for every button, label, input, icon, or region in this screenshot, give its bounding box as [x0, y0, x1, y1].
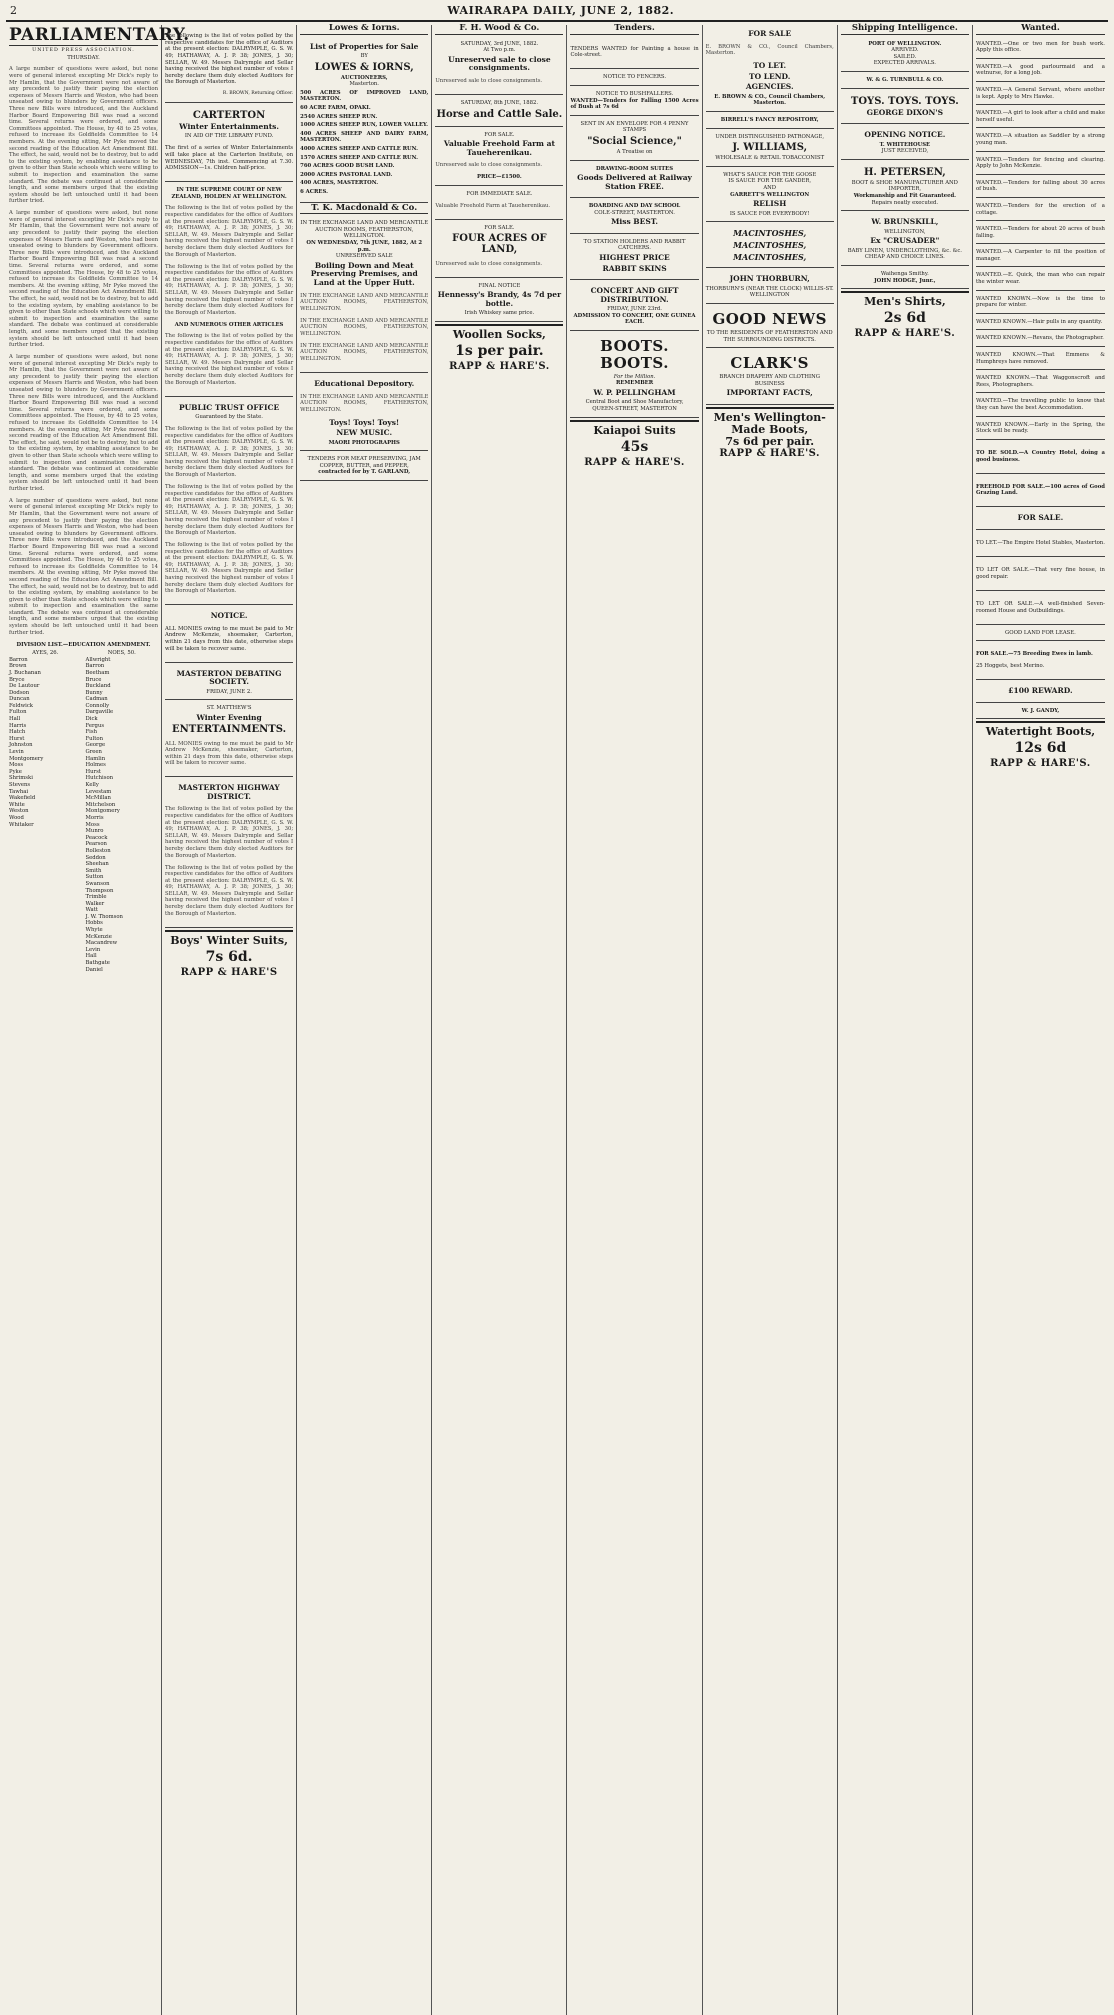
mens-shirts-ad: Men's Shirts, 2s 6d RAPP & HARE'S.	[841, 291, 969, 339]
column-wanted	[973, 25, 1108, 2015]
aye-name: Dodson	[9, 689, 30, 696]
wanted-ad: WANTED KNOWN.—Early in the Spring, the Stock will be ready.	[976, 419, 1105, 440]
parliamentary-report-cont2: A large number of questions were asked, but none were of general interest excepting Mr Dick's reply to Mr Hamlin, that the Government were not aware of any precedent to justify their paying the election expenses of Messrs Harris and Weston, who had been unseated owing to blunders by Government officers. Three new Bills were introduced, and the Auckland Harbor Board Empowering Bill was read a second time. Several returns were ordered, and some Committees appointed. The House, by 48 to 25 votes, refused to increase its Goldfields Committee to 14 members. At the evening sitting, Mr Pyke moved the second reading of the Education Act Amendment Bill. The effect, he said, would not be to destroy, but to add to the existing system, by enabling assistance to be given to other than State schools which were willing to submit to inspection and examination the same standard. The debate was continued at considerable length, and some members urged that the existing system should be left untouched until it had been further tried.	[9, 354, 158, 492]
no-name: McKenzie	[85, 933, 112, 940]
fencers-notice: NOTICE TO FENCERS.	[570, 71, 698, 86]
no-name: Daniel	[85, 966, 103, 973]
wanted-ad: WANTED KNOWN.—That Waggonscroft and Rees, Photographers.	[976, 372, 1105, 393]
column-notices	[162, 25, 297, 2015]
no-name: Hobbs	[85, 920, 103, 927]
division-list	[9, 650, 158, 973]
no-name: Smith	[85, 867, 102, 874]
no-name: Green	[85, 749, 102, 756]
boots-ad: BOOTS. BOOTS. For the Million. REMEMBER W. P. PELLINGHAM Central Boot and Shoe Manufactory, QUEEN-STREET, MASTERTON	[570, 333, 698, 418]
property-item: 1570 ACRES SHEEP AND CATTLE RUN.	[300, 154, 419, 161]
masthead-title: WAIRARAPA DAILY, JUNE 2, 1882.	[447, 4, 675, 17]
boys-suits-ad: Boys' Winter Suits, 7s 6d. RAPP & HARE'S	[165, 930, 293, 978]
aye-name: Harris	[9, 722, 27, 729]
no-name: Montgomery	[85, 808, 120, 815]
wanted-ad: WANTED.—A Carpenter to fill the position of manager.	[976, 246, 1105, 267]
good-news-ad: GOOD NEWS TO THE RESIDENTS OF FEATHERSTON AND THE SURROUNDING DISTRICTS.	[706, 306, 834, 348]
ayes-names	[9, 657, 82, 828]
aye-name: Shrimski	[9, 775, 33, 782]
no-name: Thompson	[85, 887, 114, 894]
ayes-label: AYES, 26.	[32, 650, 59, 657]
horse-cattle-sale: SATURDAY, 8th JUNE, 1882. Horse and Cattle Sale.	[435, 97, 563, 127]
no-name: J. W. Thomson	[85, 913, 123, 920]
column-lowes-iorns	[297, 25, 432, 2015]
woollen-socks-ad: Woollen Socks, 1s per pair. RAPP & HARE'S.	[435, 324, 563, 372]
painting-tender: TENDERS WANTED for Painting a house in Cole-street.	[570, 38, 698, 70]
wanted-ad: WANTED.—Tenders for falling about 30 acres of bush.	[976, 177, 1105, 198]
debating-ad: MASTERTON DEBATING SOCIETY. FRIDAY, JUNE 2.	[165, 665, 293, 701]
no-name: Morris	[85, 814, 104, 821]
day-heading: THURSDAY.	[67, 54, 100, 61]
tk-macdonald-heading: T. K. Macdonald & Co.	[300, 205, 428, 215]
property-item: 400 ACRES SHEEP AND DAIRY FARM, MASTERTON.	[300, 130, 429, 144]
port-arrivals: PORT OF WELLINGTON. ARRIVED. SAILED. EXPECTED ARRIVALS.	[841, 38, 969, 72]
noes-label: NOES, 50.	[107, 650, 136, 657]
educational-depository-ad: Educational Depository. IN THE EXCHANGE LAND AND MERCANTILE AUCTION ROOMS, FEATHERSTON, WELLINGTON. Toys! Toys! Toys! NEW MUSIC. MAORI PHOTOGRAPHS	[300, 375, 428, 451]
no-name: Sutton	[85, 874, 104, 881]
no-name: Bruce	[85, 676, 102, 683]
aye-name: Wood	[9, 814, 24, 821]
property-item: 2000 ACRES PASTORAL LAND.	[300, 171, 393, 178]
fh-wood-heading: F. H. Wood & Co.	[435, 25, 563, 35]
property-item: 400 ACRES, MASTERTON.	[300, 180, 379, 187]
parliamentary-heading: PARLIAMENTARY.	[9, 25, 190, 45]
monies-notice: NOTICE. ALL MONIES owing to me must be paid to Mr Andrew McKenzie, shoemaker, Carterton, within 21 days from this date, otherwise steps will be taken to recover same.	[165, 607, 293, 662]
aye-name: Wakefield	[9, 795, 36, 802]
no-name: Buckland	[85, 683, 111, 690]
property-item: 500 ACRES OF IMPROVED LAND, MASTERTON.	[300, 89, 429, 103]
no-name: Allwright	[85, 656, 111, 663]
let-or-sale: TO LET OR SALE.—That very fine house, in good repair.	[976, 559, 1105, 591]
column-shipping	[838, 25, 973, 2015]
no-name: Bathgate	[85, 960, 110, 967]
land-lease: GOOD LAND FOR LEASE.	[976, 627, 1105, 642]
boiling-down-ad: IN THE EXCHANGE LAND AND MERCANTILE AUCTION ROOMS, FEATHERSTON, WELLINGTON. ON WEDNESDAY, 7th JUNE, 1882, At 2 p.m. UNRESERVED SALE Boiling Down and Meat Preserving Premises, and Land at the Upper Hutt. IN THE EXCHANGE LAND AND MERCANTILE AUCTION ROOMS, FEATHERSTON, WELLINGTON. IN THE EXCHANGE LAND AND MERCANTILE AUCTION ROOMS, FEATHERSTON, WELLINGTON. IN THE EXCHANGE LAND AND MERCANTILE AUCTION ROOMS, FEATHERSTON, WELLINGTON.	[300, 217, 428, 373]
garland-ad: TENDERS FOR MEAT PRESERVING, JAM COPPER, BUTTER, and PEPPER, contracted for by T. GARLAND,	[300, 453, 428, 481]
no-name: Connolly	[85, 702, 110, 709]
no-name: Mitchelson	[85, 801, 116, 808]
no-name: Fish	[85, 729, 97, 736]
no-name: Fergus	[85, 722, 105, 729]
aye-name: Brown	[9, 663, 27, 670]
page-number: 2	[10, 4, 18, 17]
bushfallers-notice: NOTICE TO BUSHFALLERS. WANTED—Tenders for Falling 1500 Acres of Bush at 7s 6d	[570, 88, 698, 116]
properties-list: List of Properties for Sale BY LOWES & IORNS, AUCTIONEERS, Masterton. 500 ACRES OF IMPROVED LAND, MASTERTON. 60 ACRE FARM, OPAKI. 2540 ACRES SHEEP RUN. 1000 ACRES SHEEP RUN, LOWER VALLEY. 400 ACRES SHEEP AND DAIRY FARM, MASTERTON. 4000 ACRES SHEEP AND CATTLE RUN. 1570 ACRES SHEEP AND CATTLE RUN. 760 ACRES GOOD BUSH LAND. 2000 ACRES PASTORAL LAND. 400 ACRES, MASTERTON. 6 ACRES.	[300, 38, 428, 203]
no-name: Holmes	[85, 762, 106, 769]
no-name: Watt	[85, 907, 98, 914]
wanted-ad: WANTED.—Tenders for fencing and clearing. Apply to John McKenzie.	[976, 154, 1105, 175]
ayes-list	[9, 650, 82, 973]
rabbit-skins-ad: TO STATION HOLDERS AND RABBIT CATCHERS. HIGHEST PRICE RABBIT SKINS	[570, 236, 698, 280]
hodge-ad: Waihenga Smithy. JOHN HODGE, Junr.,	[841, 268, 969, 289]
gandy-ad: W. J. GANDY,	[976, 705, 1105, 720]
birrell-ad: BIRRELL'S FANCY REPOSITORY,	[706, 114, 834, 129]
wanted-heading: Wanted.	[976, 25, 1105, 35]
no-name: Hall	[85, 953, 97, 960]
four-acres-sale: FOR SALE. FOUR ACRES OF LAND, Unreserved sale to close consignments.	[435, 222, 563, 278]
property-item: 4000 ACRES SHEEP AND CATTLE RUN.	[300, 146, 419, 153]
no-name: Levestam	[85, 788, 112, 795]
no-name: Trimble	[85, 894, 107, 901]
column-fh-wood	[432, 25, 567, 2015]
tenders-heading: Tenders.	[570, 25, 698, 35]
breeding-ewes: FOR SALE.—75 Breeding Ewes in lamb. 25 Hoggets, best Merino.	[976, 643, 1105, 680]
garretts-relish-ad: WHAT'S SAUCE FOR THE GOOSE IS SAUCE FOR THE GANDER, AND GARRETT'S WELLINGTON RELISH IS SAUCE FOR EVERYBODY!	[706, 169, 834, 222]
no-name: Dick	[85, 716, 98, 723]
aye-name: Montgomery	[9, 755, 44, 762]
reward-notice: £100 REWARD.	[976, 682, 1105, 703]
no-name: Dargaville	[85, 709, 114, 716]
aye-name: Stevens	[9, 782, 31, 789]
lowes-iorns-heading: Lowes & Iorns.	[300, 25, 428, 35]
mens-boots-ad: Men's Wellington-Made Boots, 7s 6d per pair. RAPP & HARE'S.	[706, 407, 834, 459]
wanted-ad: WANTED.—The travelling public to know that they can have the best Accommodation.	[976, 395, 1105, 416]
no-name: Levin	[85, 946, 101, 953]
wanted-ad: WANTED.—A General Servant, where another is kept. Apply to Mrs Hawke.	[976, 84, 1105, 105]
watertight-boots-ad: Watertight Boots, 12s 6d RAPP & HARE'S.	[976, 721, 1105, 769]
wanted-ad: WANTED.—Tenders for about 20 acres of bush falling.	[976, 223, 1105, 244]
shipping-heading: Shipping Intelligence.	[841, 25, 969, 35]
aye-name: Duncan	[9, 696, 30, 703]
no-name: Kelly	[85, 782, 99, 789]
no-name: Rolleston	[85, 847, 111, 854]
wanted-ad: WANTED.—A situation as Saddler by a strong young man.	[976, 130, 1105, 151]
no-name: Whyte	[85, 927, 103, 934]
no-name: Barron	[85, 663, 105, 670]
aye-name: Levin	[9, 749, 24, 756]
column-for-sale	[703, 25, 838, 2015]
st-matthews-ad: ST. MATTHEW'S Winter Evening ENTERTAINMENTS. ALL MONIES owing to me must be paid to Mr Andrew McKenzie, shoemaker, Carterton, within 21 days from this date, otherwise steps will be taken to recover same.	[165, 702, 293, 777]
no-name: George	[85, 742, 106, 749]
property-item: 1000 ACRES SHEEP RUN, LOWER VALLEY.	[300, 122, 428, 129]
aye-name: Tawhai	[9, 788, 29, 795]
carterton-ad: CARTERTON Winter Entertainments. IN AID OF THE LIBRARY FUND. The first of a series of Winter Entertainments will take place at the Carterton Institute, on WEDNESDAY, 7th inst. Commencing at 7.30. ADMISSION—1s. Children half-price.	[165, 105, 293, 182]
no-name: Hamlin	[85, 755, 106, 762]
hotel-sale: TO BE SOLD.—A Country Hotel, doing a good business.	[976, 442, 1105, 474]
no-name: Walker	[85, 900, 105, 907]
toys-ad: TOYS. TOYS. TOYS. GEORGE DIXON'S	[841, 91, 969, 125]
aye-name: Bryce	[9, 676, 25, 683]
petersen-ad: H. PETERSEN, BOOT & SHOE MANUFACTURER AND IMPORTER, Workmanship and Fit Guaranteed. Repairs neatly executed.	[841, 162, 969, 211]
noes-list	[86, 650, 159, 973]
no-name: Munro	[85, 828, 104, 835]
wanted-ad: WANTED.—Tenders for the erection of a cottage.	[976, 200, 1105, 221]
press-association: UNITED PRESS ASSOCIATION.	[32, 48, 135, 53]
aye-name: Johnston	[9, 742, 33, 749]
consignments-sale: SATURDAY, 3rd JUNE, 1882. At Two p.m. Unreserved sale to close consignments. Unreserved sale to close consignments.	[435, 38, 563, 95]
aye-name: Whitaker	[9, 821, 34, 828]
aye-name: Feldwick	[9, 702, 34, 709]
highway-ad: MASTERTON HIGHWAY DISTRICT. The following is the list of votes polled by the respective candidates for the office of Auditors at the present election: DALRYMPLE, G. S. W. 49; HATHAWAY, A. J. P. 38; JONES, J. 30; SELLAR, W. 49. Messrs Dalrymple and Sellar having received the highest number of votes I hereby declare them duly elected Auditors for the Borough of Masterton. The following is the list of votes polled by the respective candidates for the office of Auditors at the present election: DALRYMPLE, G. S. W. 49; HATHAWAY, A. J. P. 38; JONES, J. 30; SELLAR, W. 49. Messrs Dalrymple and Sellar having received the highest number of votes I hereby declare them duly elected Auditors for the Borough of Masterton.	[165, 779, 293, 927]
clarks-ad: CLARK'S BRANCH DRAPERY AND CLOTHING BUSINESS IMPORTANT FACTS,	[706, 350, 834, 405]
immediate-sale: FOR IMMEDIATE SALE. Valuable Freehold Farm at Taueherenikau.	[435, 188, 563, 220]
columns	[6, 25, 1108, 2015]
aye-name: Moss	[9, 762, 24, 769]
noes-names	[86, 657, 159, 974]
wanted-ad: WANTED KNOWN.—That Emmens & Humphreys have removed.	[976, 349, 1105, 370]
wanted-ad: WANTED.—A good parlourmaid and a wetnurse, for a long job.	[976, 61, 1105, 82]
public-trust-ad: PUBLIC TRUST OFFICE Guaranteed by the State. The following is the list of votes polled by the respective candidates for the office of Auditors at the present election: DALRYMPLE, G. S. W. 49; HATHAWAY, A. J. P. 38; JONES, J. 30; SELLAR, W. 49. Messrs Dalrymple and Sellar having received the highest number of votes I hereby declare them duly elected Auditors for the Borough of Masterton. The following is the list of votes polled by the respective candidates for the office of Auditors at the present election: DALRYMPLE, G. S. W. 49; HATHAWAY, A. J. P. 38; JONES, J. 30; SELLAR, W. 49. Messrs Dalrymple and Sellar having received the highest number of votes I hereby declare them duly elected Auditors for the Borough of Masterton. The following is the list of votes polled by the respective candidates for the office of Auditors at the present election: DALRYMPLE, G. S. W. 49; HATHAWAY, A. J. P. 38; JONES, J. 30; SELLAR, W. 49. Messrs Dalrymple and Sellar having received the highest number of votes I hereby declare them duly elected Auditors for the Borough of Masterton.	[165, 399, 293, 606]
concert-ad: CONCERT AND GIFT DISTRIBUTION. FRIDAY, JUNE 23rd. ADMISSION TO CONCERT, ONE GUINEA EACH.	[570, 282, 698, 331]
no-name: Moss	[85, 821, 100, 828]
whitehouse-ad: OPENING NOTICE. T. WHITEHOUSE JUST RECEIVED,	[841, 126, 969, 160]
masthead	[6, 4, 1108, 22]
seven-roomed-house: TO LET OR SALE.—A well-finished Seven-roomed House and Outbuildings.	[976, 593, 1105, 625]
no-name: Cadman	[85, 696, 108, 703]
wanted-list	[976, 38, 1105, 440]
column-tenders	[567, 25, 702, 2015]
for-sale-ad: FOR SALE E. BROWN & CO., Council Chambers, Masterton. TO LET. TO LEND. AGENCIES. E. BROWN & CO., Council Chambers, Masterton.	[706, 25, 834, 112]
thorburn-ad: JOHN THORBURN, THORBURN'S (NEAR THE CLOCK) WILLIS-ST. WELLINGTON	[706, 270, 834, 304]
wanted-ad: WANTED.—E. Quick, the man who can repair the winter wear.	[976, 269, 1105, 290]
wanted-ad: WANTED KNOWN.—Hair pulls in any quantity.	[976, 316, 1105, 331]
aye-name: J. Buchanan	[9, 669, 41, 676]
freehold-farm-sale: FOR SALE. Valuable Freehold Farm at Taueherenikau. Unreserved sale to close consignments. PRICE—£1500.	[435, 129, 563, 186]
no-name: Seddon	[85, 854, 106, 861]
no-name: Bunny	[85, 689, 103, 696]
hennessy-ad: FINAL NOTICE Hennessy's Brandy, 4s 7d per bottle. Irish Whiskey same price.	[435, 280, 563, 322]
supreme-court-notice: IN THE SUPREME COURT OF NEW ZEALAND, HOLDEN AT WELLINGTON. The following is the list of votes polled by the respective candidates for the office of Auditors at the present election: DALRYMPLE, G. S. W. 49; HATHAWAY, A. J. P. 38; JONES, J. 30; SELLAR, W. 49. Messrs Dalrymple and Sellar having received the highest number of votes I hereby declare them duly elected Auditors for the Borough of Masterton. The following is the list of votes polled by the respective candidates for the office of Auditors at the present election: DALRYMPLE, G. S. W. 49; HATHAWAY, A. J. P. 38; JONES, J. 30; SELLAR, W. 49. Messrs Dalrymple and Sellar having received the highest number of votes I hereby declare them duly elected Auditors for the Borough of Masterton. AND NUMEROUS OTHER ARTICLES The following is the list of votes polled by the respective candidates for the office of Auditors at the present election: DALRYMPLE, G. S. W. 49; HATHAWAY, A. J. P. 38; JONES, J. 30; SELLAR, W. 49. Messrs Dalrymple and Sellar having received the highest number of votes I hereby declare them duly elected Auditors for the Borough of Masterton.	[165, 184, 293, 397]
house-for-sale: FOR SALE.	[976, 509, 1105, 530]
wanted-ad: WANTED KNOWN.—Now is the time to prepare for winter.	[976, 293, 1105, 314]
aye-name: Fulton	[9, 709, 27, 716]
no-name: Macandrew	[85, 940, 118, 947]
macintoshes-ad: MACINTOSHES, MACINTOSHES, MACINTOSHES,	[706, 224, 834, 268]
wanted-ad: WANTED.—A girl to look after a child and make herself useful.	[976, 107, 1105, 128]
turnbull-ad: W. & G. TURNBULL & CO.	[841, 74, 969, 89]
aye-name: White	[9, 801, 25, 808]
aye-name: Barron	[9, 656, 28, 663]
williams-ad: UNDER DISTINGUISHED PATRONAGE, J. WILLIAMS, WHOLESALE & RETAIL TOBACCONIST	[706, 131, 834, 167]
no-name: Beetham	[85, 669, 110, 676]
parliamentary-report: A large number of questions were asked, but none were of general interest excepting Mr Dick's reply to Mr Hamlin, that the Government were not aware of any precedent to justify their paying the election expenses of Messrs Harris and Weston, who had been unseated owing to blunders by Government officers. Three new Bills were introduced, and the Auckland Harbor Board Empowering Bill was read a second time. Several returns were ordered, and some Committees appointed. The House, by 48 to 25 votes, refused to increase its Goldfields Committee to 14 members. At the evening sitting, Mr Pyke moved the second reading of the Education Act Amendment Bill. The effect, he said, would not be to destroy, but to add to the existing system, by enabling assistance to be given to other than State schools which were willing to submit to inspection and examination the same standard. The debate was continued at considerable length, and some members urged that the existing system should be left untouched until it had been further tried.	[9, 66, 158, 205]
social-science-ad: SENT IN AN ENVELOPE FOR 4 PENNY STAMPS "Social Science," A Treatise on	[570, 118, 698, 161]
no-name: Pearson	[85, 841, 107, 848]
no-name: Swanson	[85, 880, 110, 887]
brunskill-ad: W. BRUNSKILL, WELLINGTON, Ex "CRUSADER" BABY LINEN, UNDERCLOTHING, &c. &c. CHEAP AND CHOICE LINES.	[841, 213, 969, 266]
empire-stables: TO LET.—The Empire Hotel Stables, Masterton.	[976, 532, 1105, 557]
no-name: Fulton	[85, 735, 104, 742]
aye-name: Hatch	[9, 729, 26, 736]
furniture-ad: DRAWING-ROOM SUITES Goods Delivered at Railway Station FREE.	[570, 163, 698, 199]
no-name: Sheehan	[85, 861, 109, 868]
property-item: 60 ACRE FARM, OPAKI.	[300, 105, 371, 112]
no-name: McMillan	[85, 795, 111, 802]
column-parliamentary	[6, 25, 190, 2015]
property-item: 6 ACRES.	[300, 189, 328, 195]
property-item: 2540 ACRES SHEEP RUN.	[300, 113, 378, 120]
parliamentary-report-cont: A large number of questions were asked, but none were of general interest excepting Mr Dick's reply to Mr Hamlin, that the Government were not aware of any precedent to justify their paying the election expenses of Messrs Harris and Weston, who had been unseated owing to blunders by Government officers. Three new Bills were introduced, and the Auckland Harbor Board Empowering Bill was read a second time. Several returns were ordered, and some Committees appointed. The House, by 48 to 25 votes, refused to increase its Goldfields Committee to 14 members. At the evening sitting, Mr Pyke moved the second reading of the Education Act Amendment Bill. The effect, he said, would not be to destroy, but to add to the existing system, by enabling assistance to be given to other than State schools which were willing to submit to inspection and examination the same standard. The debate was continued at considerable length, and some members urged that the existing system should be left untouched until it had been further tried.	[9, 210, 158, 349]
no-name: Peacock	[85, 834, 108, 841]
no-name: Hutchison	[85, 775, 114, 782]
kaiapoi-suits-ad: Kaiapoi Suits 45s RAPP & HARE'S.	[570, 420, 698, 468]
freehold-sale: FREEHOLD FOR SALE.—100 acres of Good Grazing Land.	[976, 476, 1105, 508]
aye-name: Hall	[9, 716, 21, 723]
aye-name: Pyke	[9, 768, 22, 775]
aye-name: Weston	[9, 808, 29, 815]
parliamentary-report-cont3: A large number of questions were asked, but none were of general interest excepting Mr Dick's reply to Mr Hamlin, that the Government were not aware of any precedent to justify their paying the election expenses of Messrs Harris and Weston, who had been unseated owing to blunders by Government officers. Three new Bills were introduced, and the Auckland Harbor Board Empowering Bill was read a second time. Several returns were ordered, and some Committees appointed. The House, by 48 to 25 votes, refused to increase its Goldfields Committee to 14 members. At the evening sitting, Mr Pyke moved the second reading of the Education Act Amendment Bill. The effect, he said, would not be to destroy, but to add to the existing system, by enabling assistance to be given to other than State schools which were willing to submit to inspection and examination the same standard. The debate was continued at considerable length, and some members urged that the existing system should be left untouched until it had been further tried.	[9, 497, 158, 636]
wanted-ad: WANTED KNOWN.—Revans, the Photographer.	[976, 332, 1105, 347]
aye-name: Hurst	[9, 735, 25, 742]
division-list-heading: DIVISION LIST.—EDUCATION AMENDMENT.	[16, 641, 151, 648]
aye-name: De Lautour	[9, 683, 40, 690]
school-ad: BOARDING AND DAY SCHOOL COLE-STREET, MASTERTON. Miss BEST.	[570, 200, 698, 234]
property-items	[300, 90, 428, 196]
wanted-ad: WANTED.—One or two men for bush work. Apply this office.	[976, 38, 1105, 59]
property-item: 760 ACRES GOOD BUSH LAND.	[300, 163, 395, 170]
no-name: Hurst	[85, 768, 101, 775]
auditors-notice: The following is the list of votes polled by the respective candidates for the office of Auditors at the present election: DALRYMPLE, G. S. W. 49; HATHAWAY, A. J. P. 38; JONES, J. 30; SELLAR, W. 49. Messrs Dalrymple and Sellar having received the highest number of votes I hereby declare them duly elected Auditors for the Borough of Masterton. R. BROWN, Returning Officer.	[165, 25, 293, 103]
